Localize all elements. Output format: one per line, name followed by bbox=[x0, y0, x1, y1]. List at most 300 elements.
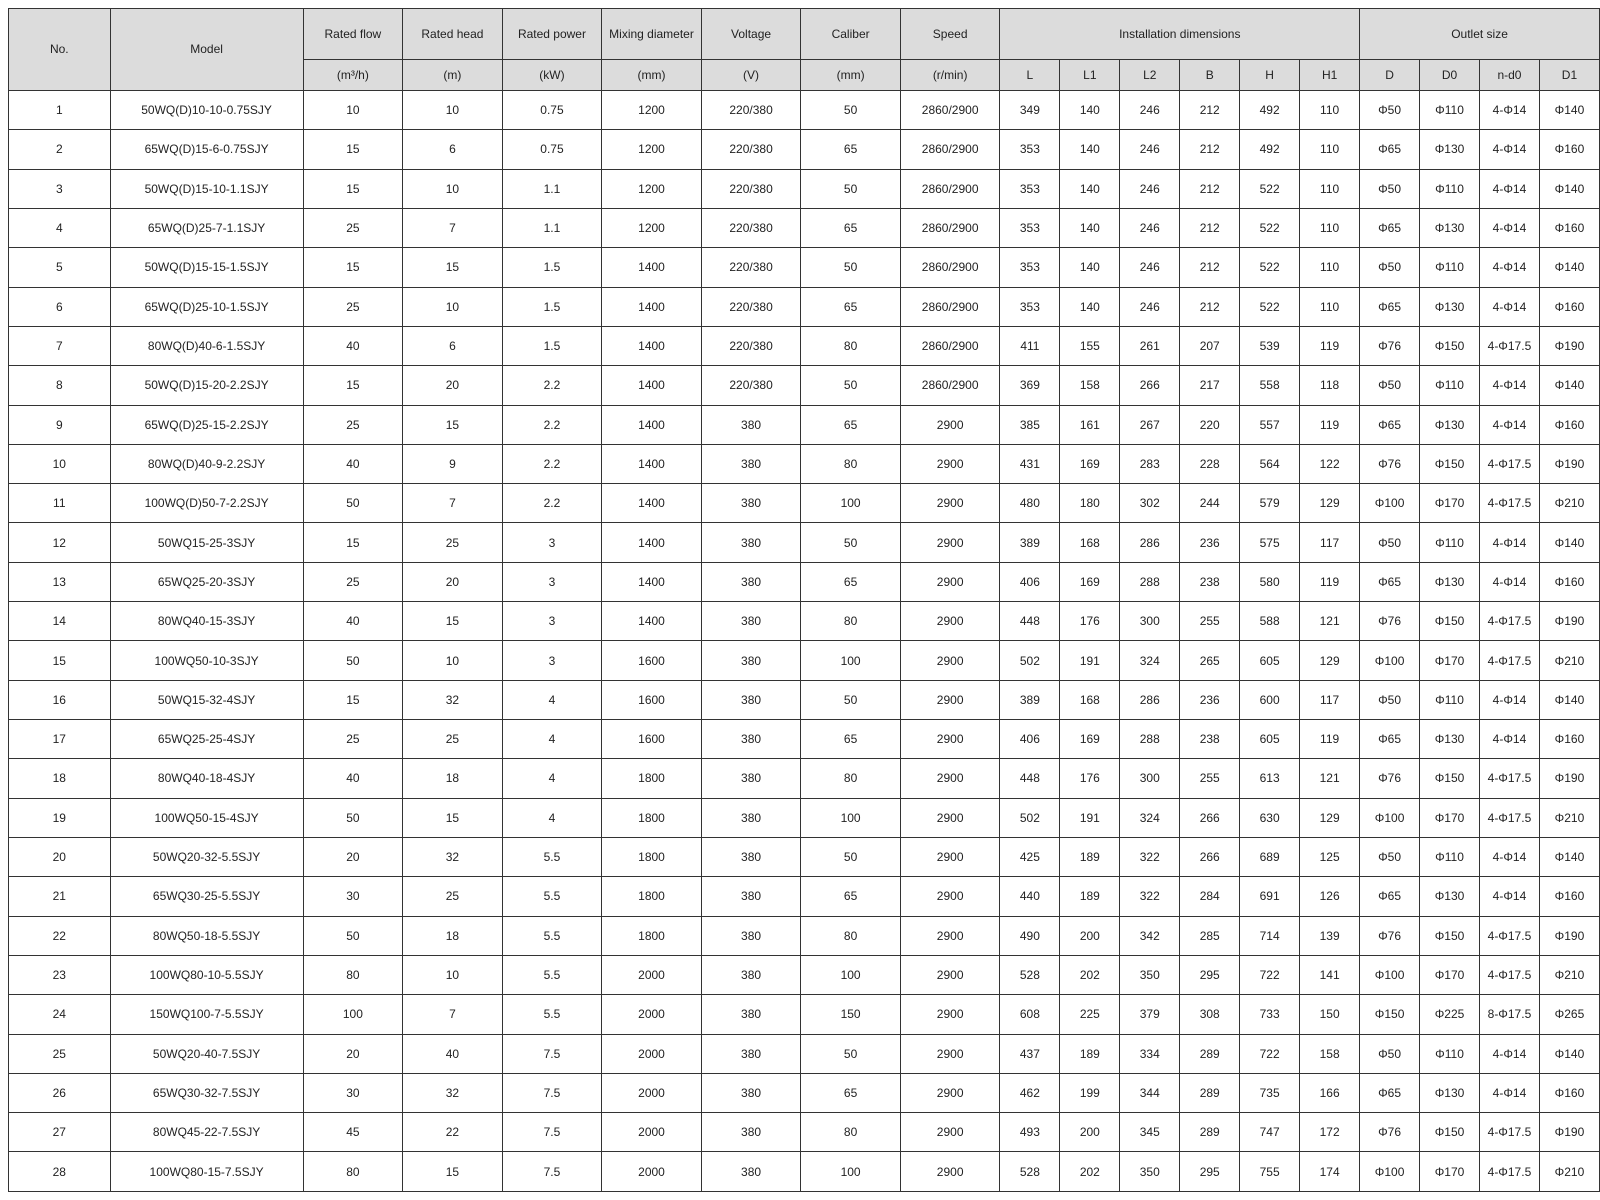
cell-outlet-d1: Φ160 bbox=[1539, 562, 1599, 601]
cell-rated-flow: 30 bbox=[303, 1073, 403, 1112]
cell-dim-l1: 140 bbox=[1060, 208, 1120, 247]
cell-dim-b: 266 bbox=[1180, 798, 1240, 837]
cell-dim-h: 735 bbox=[1240, 1073, 1300, 1112]
cell-caliber: 65 bbox=[801, 562, 901, 601]
cell-dim-h: 588 bbox=[1240, 602, 1300, 641]
cell-dim-h1: 129 bbox=[1300, 798, 1360, 837]
cell-caliber: 100 bbox=[801, 641, 901, 680]
table-row bbox=[9, 484, 1600, 523]
cell-outlet-d1: Φ265 bbox=[1539, 995, 1599, 1034]
cell-rated-power: 1.1 bbox=[502, 208, 602, 247]
cell-rated-head: 40 bbox=[403, 1034, 503, 1073]
cell-dim-b: 212 bbox=[1180, 130, 1240, 169]
cell-dim-b: 228 bbox=[1180, 444, 1240, 483]
cell-mixing-diameter: 1800 bbox=[602, 759, 702, 798]
cell-dim-l2: 286 bbox=[1120, 523, 1180, 562]
cell-outlet-d: Φ100 bbox=[1360, 1152, 1420, 1192]
cell-caliber: 50 bbox=[801, 366, 901, 405]
cell-rated-flow: 15 bbox=[303, 169, 403, 208]
cell-speed: 2900 bbox=[900, 680, 1000, 719]
cell-model: 100WQ50-10-3SJY bbox=[110, 641, 303, 680]
cell-dim-h: 722 bbox=[1240, 955, 1300, 994]
header-outlet-size: Outlet size bbox=[1360, 9, 1600, 60]
cell-dim-h1: 122 bbox=[1300, 444, 1360, 483]
cell-speed: 2900 bbox=[900, 1113, 1000, 1152]
cell-rated-power: 5.5 bbox=[502, 955, 602, 994]
cell-dim-b: 284 bbox=[1180, 877, 1240, 916]
cell-voltage: 380 bbox=[701, 798, 801, 837]
dim-header-h1: H1 bbox=[1300, 60, 1360, 91]
cell-model: 100WQ80-15-7.5SJY bbox=[110, 1152, 303, 1192]
cell-dim-h1: 110 bbox=[1300, 91, 1360, 130]
cell-dim-l1: 199 bbox=[1060, 1073, 1120, 1112]
header-no: No. bbox=[9, 9, 111, 91]
cell-outlet-d: Φ100 bbox=[1360, 641, 1420, 680]
cell-dim-h1: 118 bbox=[1300, 366, 1360, 405]
cell-voltage: 220/380 bbox=[701, 248, 801, 287]
cell-dim-b: 244 bbox=[1180, 484, 1240, 523]
cell-outlet-d0: Φ150 bbox=[1420, 916, 1480, 955]
cell-dim-b: 255 bbox=[1180, 602, 1240, 641]
cell-outlet-d0: Φ110 bbox=[1420, 366, 1480, 405]
cell-outlet-n-d0: 4-Φ14 bbox=[1479, 366, 1539, 405]
header-row bbox=[9, 9, 1600, 60]
header-speed: Speed bbox=[900, 9, 1000, 60]
cell-model: 65WQ(D)25-7-1.1SJY bbox=[110, 208, 303, 247]
cell-rated-power: 1.1 bbox=[502, 169, 602, 208]
table-row bbox=[9, 523, 1600, 562]
table-row bbox=[9, 720, 1600, 759]
cell-dim-b: 212 bbox=[1180, 169, 1240, 208]
cell-dim-b: 255 bbox=[1180, 759, 1240, 798]
cell-outlet-d: Φ150 bbox=[1360, 995, 1420, 1034]
cell-outlet-d: Φ65 bbox=[1360, 208, 1420, 247]
cell-outlet-d1: Φ140 bbox=[1539, 523, 1599, 562]
cell-model: 50WQ15-25-3SJY bbox=[110, 523, 303, 562]
cell-rated-power: 5.5 bbox=[502, 995, 602, 1034]
cell-caliber: 80 bbox=[801, 759, 901, 798]
table-row bbox=[9, 759, 1600, 798]
header-installation-dimensions: Installation dimensions bbox=[1000, 9, 1360, 60]
cell-dim-h: 747 bbox=[1240, 1113, 1300, 1152]
cell-mixing-diameter: 2000 bbox=[602, 1152, 702, 1192]
cell-dim-h1: 110 bbox=[1300, 208, 1360, 247]
table-row bbox=[9, 287, 1600, 326]
cell-caliber: 65 bbox=[801, 720, 901, 759]
cell-outlet-d1: Φ190 bbox=[1539, 602, 1599, 641]
cell-outlet-d1: Φ160 bbox=[1539, 405, 1599, 444]
cell-outlet-n-d0: 4-Φ17.5 bbox=[1479, 759, 1539, 798]
cell-rated-flow: 50 bbox=[303, 916, 403, 955]
table-row bbox=[9, 208, 1600, 247]
cell-model: 100WQ(D)50-7-2.2SJY bbox=[110, 484, 303, 523]
cell-dim-h1: 129 bbox=[1300, 641, 1360, 680]
header-rated-power: Rated power bbox=[502, 9, 602, 60]
cell-dim-h: 714 bbox=[1240, 916, 1300, 955]
cell-mixing-diameter: 1600 bbox=[602, 641, 702, 680]
cell-dim-l: 437 bbox=[1000, 1034, 1060, 1073]
cell-voltage: 380 bbox=[701, 680, 801, 719]
cell-voltage: 380 bbox=[701, 523, 801, 562]
outlet-header-d: D bbox=[1360, 60, 1420, 91]
cell-speed: 2860/2900 bbox=[900, 248, 1000, 287]
cell-caliber: 80 bbox=[801, 602, 901, 641]
cell-no: 14 bbox=[9, 602, 111, 641]
cell-dim-l: 528 bbox=[1000, 955, 1060, 994]
cell-dim-l2: 246 bbox=[1120, 208, 1180, 247]
cell-dim-l: 389 bbox=[1000, 523, 1060, 562]
cell-outlet-d1: Φ190 bbox=[1539, 326, 1599, 365]
cell-rated-head: 6 bbox=[403, 130, 503, 169]
cell-no: 4 bbox=[9, 208, 111, 247]
cell-caliber: 50 bbox=[801, 680, 901, 719]
cell-outlet-n-d0: 4-Φ14 bbox=[1479, 91, 1539, 130]
cell-dim-h: 522 bbox=[1240, 287, 1300, 326]
cell-dim-h: 605 bbox=[1240, 720, 1300, 759]
cell-speed: 2900 bbox=[900, 562, 1000, 601]
cell-rated-head: 15 bbox=[403, 798, 503, 837]
cell-rated-flow: 15 bbox=[303, 680, 403, 719]
table-row bbox=[9, 877, 1600, 916]
cell-outlet-d1: Φ140 bbox=[1539, 248, 1599, 287]
table-row bbox=[9, 405, 1600, 444]
cell-mixing-diameter: 1400 bbox=[602, 484, 702, 523]
cell-rated-power: 7.5 bbox=[502, 1034, 602, 1073]
cell-rated-power: 2.2 bbox=[502, 405, 602, 444]
cell-speed: 2860/2900 bbox=[900, 91, 1000, 130]
cell-dim-l2: 246 bbox=[1120, 91, 1180, 130]
cell-mixing-diameter: 2000 bbox=[602, 1113, 702, 1152]
cell-dim-h: 630 bbox=[1240, 798, 1300, 837]
cell-speed: 2900 bbox=[900, 484, 1000, 523]
cell-dim-l: 406 bbox=[1000, 562, 1060, 601]
cell-outlet-d0: Φ150 bbox=[1420, 326, 1480, 365]
cell-dim-b: 238 bbox=[1180, 562, 1240, 601]
cell-caliber: 150 bbox=[801, 995, 901, 1034]
cell-speed: 2900 bbox=[900, 877, 1000, 916]
cell-dim-b: 289 bbox=[1180, 1034, 1240, 1073]
cell-dim-l1: 191 bbox=[1060, 798, 1120, 837]
cell-no: 9 bbox=[9, 405, 111, 444]
cell-mixing-diameter: 2000 bbox=[602, 995, 702, 1034]
cell-speed: 2900 bbox=[900, 1152, 1000, 1192]
cell-voltage: 380 bbox=[701, 444, 801, 483]
cell-dim-l: 608 bbox=[1000, 995, 1060, 1034]
cell-voltage: 380 bbox=[701, 720, 801, 759]
cell-outlet-d: Φ50 bbox=[1360, 248, 1420, 287]
cell-dim-l: 440 bbox=[1000, 877, 1060, 916]
cell-dim-l1: 169 bbox=[1060, 720, 1120, 759]
table-row bbox=[9, 444, 1600, 483]
cell-caliber: 65 bbox=[801, 1073, 901, 1112]
cell-outlet-d: Φ76 bbox=[1360, 602, 1420, 641]
cell-voltage: 380 bbox=[701, 641, 801, 680]
cell-speed: 2900 bbox=[900, 405, 1000, 444]
cell-no: 8 bbox=[9, 366, 111, 405]
cell-dim-l1: 169 bbox=[1060, 562, 1120, 601]
cell-voltage: 380 bbox=[701, 1073, 801, 1112]
cell-caliber: 100 bbox=[801, 484, 901, 523]
pump-spec-table bbox=[8, 8, 1600, 1192]
cell-voltage: 380 bbox=[701, 405, 801, 444]
cell-outlet-d: Φ76 bbox=[1360, 326, 1420, 365]
cell-rated-head: 32 bbox=[403, 680, 503, 719]
cell-dim-l1: 200 bbox=[1060, 916, 1120, 955]
unit-speed: (r/min) bbox=[900, 60, 1000, 91]
cell-dim-h1: 119 bbox=[1300, 326, 1360, 365]
cell-rated-power: 5.5 bbox=[502, 877, 602, 916]
cell-rated-power: 0.75 bbox=[502, 91, 602, 130]
cell-no: 24 bbox=[9, 995, 111, 1034]
table-row bbox=[9, 1034, 1600, 1073]
cell-voltage: 380 bbox=[701, 759, 801, 798]
cell-speed: 2900 bbox=[900, 955, 1000, 994]
cell-outlet-n-d0: 4-Φ14 bbox=[1479, 208, 1539, 247]
header-caliber: Caliber bbox=[801, 9, 901, 60]
cell-outlet-d0: Φ150 bbox=[1420, 1113, 1480, 1152]
cell-outlet-d0: Φ110 bbox=[1420, 91, 1480, 130]
table-row bbox=[9, 91, 1600, 130]
cell-dim-l2: 324 bbox=[1120, 641, 1180, 680]
cell-dim-h1: 110 bbox=[1300, 130, 1360, 169]
cell-rated-power: 7.5 bbox=[502, 1073, 602, 1112]
cell-rated-power: 3 bbox=[502, 562, 602, 601]
cell-mixing-diameter: 2000 bbox=[602, 1073, 702, 1112]
cell-dim-l2: 300 bbox=[1120, 759, 1180, 798]
cell-outlet-d1: Φ140 bbox=[1539, 366, 1599, 405]
cell-outlet-d1: Φ210 bbox=[1539, 955, 1599, 994]
cell-voltage: 220/380 bbox=[701, 326, 801, 365]
cell-rated-head: 10 bbox=[403, 641, 503, 680]
cell-dim-h1: 121 bbox=[1300, 602, 1360, 641]
cell-speed: 2860/2900 bbox=[900, 287, 1000, 326]
cell-rated-power: 1.5 bbox=[502, 287, 602, 326]
cell-rated-flow: 15 bbox=[303, 366, 403, 405]
cell-dim-l2: 288 bbox=[1120, 720, 1180, 759]
cell-rated-flow: 25 bbox=[303, 405, 403, 444]
cell-dim-b: 289 bbox=[1180, 1113, 1240, 1152]
cell-model: 50WQ20-40-7.5SJY bbox=[110, 1034, 303, 1073]
cell-outlet-d1: Φ140 bbox=[1539, 680, 1599, 719]
cell-speed: 2900 bbox=[900, 641, 1000, 680]
cell-dim-l2: 286 bbox=[1120, 680, 1180, 719]
cell-mixing-diameter: 1600 bbox=[602, 720, 702, 759]
cell-outlet-d: Φ65 bbox=[1360, 562, 1420, 601]
cell-dim-l1: 176 bbox=[1060, 759, 1120, 798]
cell-caliber: 65 bbox=[801, 130, 901, 169]
cell-model: 50WQ(D)15-20-2.2SJY bbox=[110, 366, 303, 405]
cell-rated-flow: 15 bbox=[303, 248, 403, 287]
cell-voltage: 220/380 bbox=[701, 287, 801, 326]
cell-speed: 2900 bbox=[900, 602, 1000, 641]
cell-rated-head: 32 bbox=[403, 1073, 503, 1112]
cell-no: 1 bbox=[9, 91, 111, 130]
cell-no: 23 bbox=[9, 955, 111, 994]
cell-outlet-n-d0: 4-Φ14 bbox=[1479, 287, 1539, 326]
cell-dim-h1: 125 bbox=[1300, 837, 1360, 876]
cell-no: 25 bbox=[9, 1034, 111, 1073]
cell-outlet-d0: Φ130 bbox=[1420, 720, 1480, 759]
cell-dim-l: 448 bbox=[1000, 602, 1060, 641]
cell-dim-l1: 180 bbox=[1060, 484, 1120, 523]
cell-outlet-d1: Φ210 bbox=[1539, 1152, 1599, 1192]
cell-dim-l2: 322 bbox=[1120, 837, 1180, 876]
cell-outlet-d: Φ50 bbox=[1360, 837, 1420, 876]
cell-dim-l: 353 bbox=[1000, 287, 1060, 326]
cell-caliber: 50 bbox=[801, 837, 901, 876]
cell-rated-head: 10 bbox=[403, 955, 503, 994]
cell-outlet-d: Φ76 bbox=[1360, 444, 1420, 483]
unit-mixing-diameter: (mm) bbox=[602, 60, 702, 91]
cell-caliber: 100 bbox=[801, 798, 901, 837]
cell-outlet-n-d0: 4-Φ17.5 bbox=[1479, 1113, 1539, 1152]
cell-dim-l1: 202 bbox=[1060, 955, 1120, 994]
cell-outlet-d1: Φ190 bbox=[1539, 1113, 1599, 1152]
cell-outlet-d0: Φ170 bbox=[1420, 955, 1480, 994]
cell-dim-l1: 176 bbox=[1060, 602, 1120, 641]
cell-model: 50WQ20-32-5.5SJY bbox=[110, 837, 303, 876]
dim-header-l: L bbox=[1000, 60, 1060, 91]
cell-dim-l: 490 bbox=[1000, 916, 1060, 955]
cell-outlet-d: Φ65 bbox=[1360, 877, 1420, 916]
unit-power: (kW) bbox=[502, 60, 602, 91]
cell-outlet-d1: Φ140 bbox=[1539, 1034, 1599, 1073]
header-rated-head: Rated head bbox=[403, 9, 503, 60]
cell-rated-power: 5.5 bbox=[502, 837, 602, 876]
cell-dim-l2: 288 bbox=[1120, 562, 1180, 601]
cell-voltage: 220/380 bbox=[701, 208, 801, 247]
cell-dim-b: 212 bbox=[1180, 91, 1240, 130]
cell-voltage: 380 bbox=[701, 1034, 801, 1073]
cell-outlet-d: Φ76 bbox=[1360, 916, 1420, 955]
cell-mixing-diameter: 1400 bbox=[602, 562, 702, 601]
cell-no: 26 bbox=[9, 1073, 111, 1112]
cell-caliber: 100 bbox=[801, 955, 901, 994]
cell-rated-power: 2.2 bbox=[502, 444, 602, 483]
cell-dim-l2: 302 bbox=[1120, 484, 1180, 523]
cell-dim-l: 353 bbox=[1000, 208, 1060, 247]
cell-no: 6 bbox=[9, 287, 111, 326]
cell-rated-flow: 100 bbox=[303, 995, 403, 1034]
cell-outlet-d1: Φ210 bbox=[1539, 798, 1599, 837]
cell-rated-power: 3 bbox=[502, 523, 602, 562]
header-model: Model bbox=[110, 9, 303, 91]
dim-header-b: B bbox=[1180, 60, 1240, 91]
cell-caliber: 50 bbox=[801, 91, 901, 130]
cell-dim-l1: 140 bbox=[1060, 248, 1120, 287]
cell-dim-l2: 300 bbox=[1120, 602, 1180, 641]
cell-caliber: 50 bbox=[801, 1034, 901, 1073]
cell-dim-l2: 246 bbox=[1120, 248, 1180, 287]
cell-dim-b: 212 bbox=[1180, 287, 1240, 326]
cell-mixing-diameter: 1200 bbox=[602, 91, 702, 130]
cell-outlet-d0: Φ130 bbox=[1420, 562, 1480, 601]
cell-outlet-d0: Φ170 bbox=[1420, 1152, 1480, 1192]
cell-rated-flow: 80 bbox=[303, 955, 403, 994]
cell-outlet-n-d0: 4-Φ17.5 bbox=[1479, 326, 1539, 365]
cell-outlet-n-d0: 4-Φ14 bbox=[1479, 720, 1539, 759]
cell-no: 2 bbox=[9, 130, 111, 169]
cell-rated-head: 22 bbox=[403, 1113, 503, 1152]
cell-outlet-n-d0: 4-Φ14 bbox=[1479, 680, 1539, 719]
cell-dim-l: 349 bbox=[1000, 91, 1060, 130]
cell-dim-h: 564 bbox=[1240, 444, 1300, 483]
cell-caliber: 80 bbox=[801, 1113, 901, 1152]
cell-rated-power: 2.2 bbox=[502, 484, 602, 523]
cell-outlet-n-d0: 4-Φ17.5 bbox=[1479, 484, 1539, 523]
cell-outlet-d0: Φ130 bbox=[1420, 405, 1480, 444]
cell-dim-h: 733 bbox=[1240, 995, 1300, 1034]
cell-outlet-d: Φ100 bbox=[1360, 798, 1420, 837]
cell-no: 17 bbox=[9, 720, 111, 759]
cell-outlet-d0: Φ150 bbox=[1420, 759, 1480, 798]
cell-dim-h: 689 bbox=[1240, 837, 1300, 876]
cell-no: 3 bbox=[9, 169, 111, 208]
cell-dim-h: 579 bbox=[1240, 484, 1300, 523]
cell-dim-b: 265 bbox=[1180, 641, 1240, 680]
cell-dim-l2: 246 bbox=[1120, 169, 1180, 208]
cell-caliber: 80 bbox=[801, 916, 901, 955]
cell-model: 65WQ25-25-4SJY bbox=[110, 720, 303, 759]
cell-voltage: 220/380 bbox=[701, 366, 801, 405]
cell-dim-b: 295 bbox=[1180, 955, 1240, 994]
outlet-header-n-d0: n-d0 bbox=[1479, 60, 1539, 91]
cell-rated-flow: 50 bbox=[303, 798, 403, 837]
cell-no: 21 bbox=[9, 877, 111, 916]
cell-mixing-diameter: 1400 bbox=[602, 326, 702, 365]
cell-dim-l2: 267 bbox=[1120, 405, 1180, 444]
cell-dim-l1: 189 bbox=[1060, 1034, 1120, 1073]
table-row bbox=[9, 641, 1600, 680]
cell-dim-b: 285 bbox=[1180, 916, 1240, 955]
cell-dim-h: 557 bbox=[1240, 405, 1300, 444]
table-row bbox=[9, 602, 1600, 641]
cell-dim-l1: 155 bbox=[1060, 326, 1120, 365]
cell-dim-b: 220 bbox=[1180, 405, 1240, 444]
cell-speed: 2900 bbox=[900, 523, 1000, 562]
cell-outlet-d: Φ65 bbox=[1360, 405, 1420, 444]
header-mixing-diameter: Mixing diameter bbox=[602, 9, 702, 60]
cell-voltage: 220/380 bbox=[701, 91, 801, 130]
cell-dim-l: 431 bbox=[1000, 444, 1060, 483]
cell-dim-b: 238 bbox=[1180, 720, 1240, 759]
cell-outlet-d1: Φ160 bbox=[1539, 287, 1599, 326]
cell-dim-h: 605 bbox=[1240, 641, 1300, 680]
cell-caliber: 100 bbox=[801, 1152, 901, 1192]
cell-outlet-d: Φ65 bbox=[1360, 287, 1420, 326]
cell-rated-power: 1.5 bbox=[502, 326, 602, 365]
cell-outlet-d1: Φ160 bbox=[1539, 208, 1599, 247]
cell-caliber: 80 bbox=[801, 326, 901, 365]
cell-mixing-diameter: 1800 bbox=[602, 837, 702, 876]
cell-rated-power: 4 bbox=[502, 759, 602, 798]
cell-outlet-d0: Φ110 bbox=[1420, 523, 1480, 562]
cell-dim-b: 217 bbox=[1180, 366, 1240, 405]
unit-flow: (m³/h) bbox=[303, 60, 403, 91]
cell-dim-l1: 168 bbox=[1060, 680, 1120, 719]
cell-dim-h1: 150 bbox=[1300, 995, 1360, 1034]
cell-dim-h1: 110 bbox=[1300, 248, 1360, 287]
cell-caliber: 65 bbox=[801, 287, 901, 326]
cell-rated-flow: 45 bbox=[303, 1113, 403, 1152]
cell-model: 80WQ40-15-3SJY bbox=[110, 602, 303, 641]
cell-rated-flow: 15 bbox=[303, 523, 403, 562]
cell-dim-h1: 158 bbox=[1300, 1034, 1360, 1073]
cell-dim-h: 691 bbox=[1240, 877, 1300, 916]
cell-dim-l1: 158 bbox=[1060, 366, 1120, 405]
cell-no: 5 bbox=[9, 248, 111, 287]
cell-outlet-n-d0: 4-Φ17.5 bbox=[1479, 1152, 1539, 1192]
